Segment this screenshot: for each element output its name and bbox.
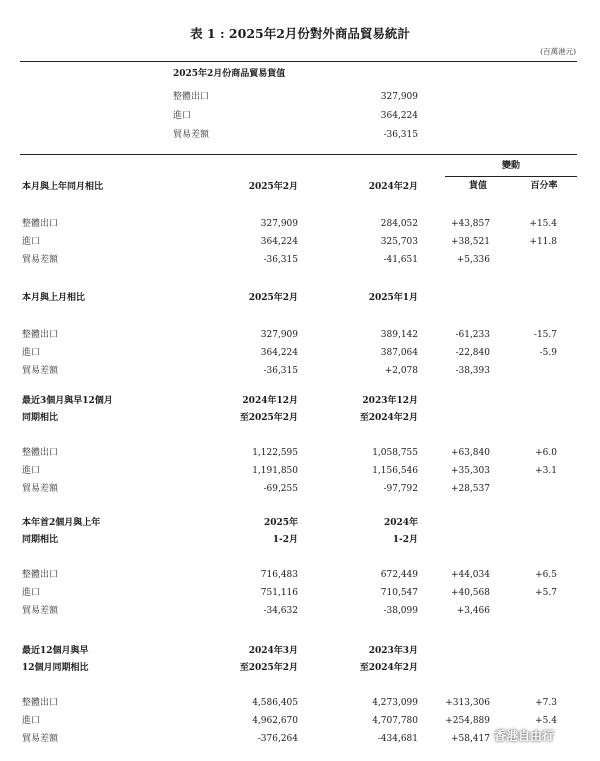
period-header: 2023年12月 (362, 396, 418, 406)
period-header: 2024年12月 (242, 396, 298, 406)
row-change-value: +5,336 (456, 255, 490, 265)
section-label: 本月與上年同月相比 (22, 182, 104, 192)
row-label: 整體出口 (22, 219, 59, 229)
row-change-value: +254,889 (445, 716, 490, 726)
watermark-text: 香港自由行 (494, 729, 555, 743)
row-value: 716,483 (260, 570, 298, 580)
row-change-percent: +5.7 (535, 588, 557, 598)
row-value: 4,707,780 (372, 716, 418, 726)
row-value: 1,191,850 (252, 466, 298, 476)
unit-note: (百萬港元) (540, 47, 576, 56)
row-change-percent: -5.9 (539, 348, 557, 358)
row-change-percent: +5.4 (535, 716, 557, 726)
summary-label: 貿易差額 (173, 130, 210, 140)
row-change-percent: +6.5 (535, 570, 557, 580)
change-header-rule (445, 176, 577, 177)
change-percent-header: 百分率 (530, 181, 558, 191)
row-label: 進口 (22, 588, 41, 598)
period-header: 至2025年2月 (239, 663, 298, 673)
top-rule (20, 61, 577, 62)
row-value: +2,078 (384, 366, 418, 376)
row-change-percent: +3.1 (535, 466, 557, 476)
row-label: 貿易差額 (22, 484, 59, 494)
summary-value: 364,224 (380, 111, 418, 121)
period-header: 至2024年2月 (359, 663, 418, 673)
section-label: 12個月同期相比 (22, 663, 89, 673)
summary-heading: 2025年2月份商品貿易貨值 (173, 69, 286, 79)
row-value: 327,909 (260, 330, 298, 340)
summary-value: -36,315 (383, 130, 418, 140)
row-value: 325,703 (380, 237, 418, 247)
row-change-value: +40,568 (450, 588, 490, 598)
row-value: 387,064 (380, 348, 418, 358)
row-value: 389,142 (380, 330, 418, 340)
section-label: 本年首2個月與上年 (22, 518, 101, 528)
page-title: 表 1 : 2025年2月份對外商品貿易統計 (190, 26, 410, 41)
row-label: 整體出口 (22, 448, 59, 458)
section-label: 同期相比 (22, 413, 59, 423)
row-label: 進口 (22, 466, 41, 476)
row-value: -34,632 (263, 606, 298, 616)
row-change-value: +58,417 (450, 734, 490, 744)
row-value: 710,547 (380, 588, 418, 598)
period-header: 2025年 (263, 518, 298, 528)
row-value: 327,909 (260, 219, 298, 229)
row-value: 1,122,595 (252, 448, 298, 458)
summary-label: 整體出口 (173, 92, 210, 102)
row-change-value: -61,233 (455, 330, 490, 340)
row-change-percent: -15.7 (533, 330, 557, 340)
section-label: 最近3個月與早12個月 (22, 396, 113, 406)
row-value: 672,449 (380, 570, 418, 580)
row-label: 貿易差額 (22, 606, 59, 616)
row-label: 貿易差額 (22, 734, 59, 744)
row-label: 貿易差額 (22, 366, 59, 376)
period-header: 至2024年2月 (359, 413, 418, 423)
row-label: 進口 (22, 237, 41, 247)
period-header: 1-2月 (392, 535, 418, 545)
period-header: 2024年2月 (368, 182, 418, 192)
section-label: 同期相比 (22, 535, 59, 545)
row-value: -38,099 (383, 606, 418, 616)
row-change-value: +63,840 (450, 448, 490, 458)
row-change-value: +44,034 (450, 570, 490, 580)
period-header: 2024年3月 (248, 646, 298, 656)
row-change-value: +3,466 (456, 606, 490, 616)
row-change-value: +28,537 (450, 484, 490, 494)
row-value: 4,962,670 (252, 716, 298, 726)
period-header: 2025年1月 (368, 293, 418, 303)
period-header: 2025年2月 (248, 182, 298, 192)
mid-rule (20, 154, 577, 155)
row-label: 進口 (22, 348, 41, 358)
row-value: -434,681 (377, 734, 418, 744)
section-label: 最近12個月與早 (22, 646, 89, 656)
row-value: -36,315 (263, 366, 298, 376)
row-value: -97,792 (383, 484, 418, 494)
row-change-value: -38,393 (455, 366, 490, 376)
row-change-value: +43,857 (450, 219, 490, 229)
change-group-header: 變動 (501, 161, 520, 171)
row-value: -41,651 (383, 255, 418, 265)
row-label: 貿易差額 (22, 255, 59, 265)
period-header: 2023年3月 (368, 646, 418, 656)
row-value: 364,224 (260, 348, 298, 358)
section-label: 本月與上月相比 (22, 293, 86, 303)
row-change-percent: +7.3 (535, 698, 557, 708)
period-header: 至2025年2月 (239, 413, 298, 423)
row-value: 4,586,405 (252, 698, 298, 708)
row-change-value: +35,303 (450, 466, 490, 476)
row-value: 364,224 (260, 237, 298, 247)
row-change-value: +38,521 (450, 237, 490, 247)
row-value: 1,156,546 (372, 466, 418, 476)
summary-label: 進口 (173, 111, 192, 121)
row-change-percent: +15.4 (529, 219, 557, 229)
period-header: 2024年 (383, 518, 418, 528)
row-label: 整體出口 (22, 698, 59, 708)
row-change-percent: +11.8 (529, 237, 557, 247)
row-value: 751,116 (260, 588, 298, 598)
row-change-value: -22,840 (455, 348, 490, 358)
summary-value: 327,909 (380, 92, 418, 102)
row-value: 1,058,755 (372, 448, 418, 458)
row-value: 4,273,099 (372, 698, 418, 708)
row-change-percent: +6.0 (535, 448, 557, 458)
row-label: 整體出口 (22, 330, 59, 340)
period-header: 1-2月 (272, 535, 298, 545)
row-value: -69,255 (263, 484, 298, 494)
row-value: -376,264 (257, 734, 298, 744)
row-change-value: +313,306 (445, 698, 490, 708)
period-header: 2025年2月 (248, 293, 298, 303)
row-value: 284,052 (380, 219, 418, 229)
row-label: 進口 (22, 716, 41, 726)
row-label: 整體出口 (22, 570, 59, 580)
row-value: -36,315 (263, 255, 298, 265)
change-value-header: 貨值 (468, 181, 487, 191)
